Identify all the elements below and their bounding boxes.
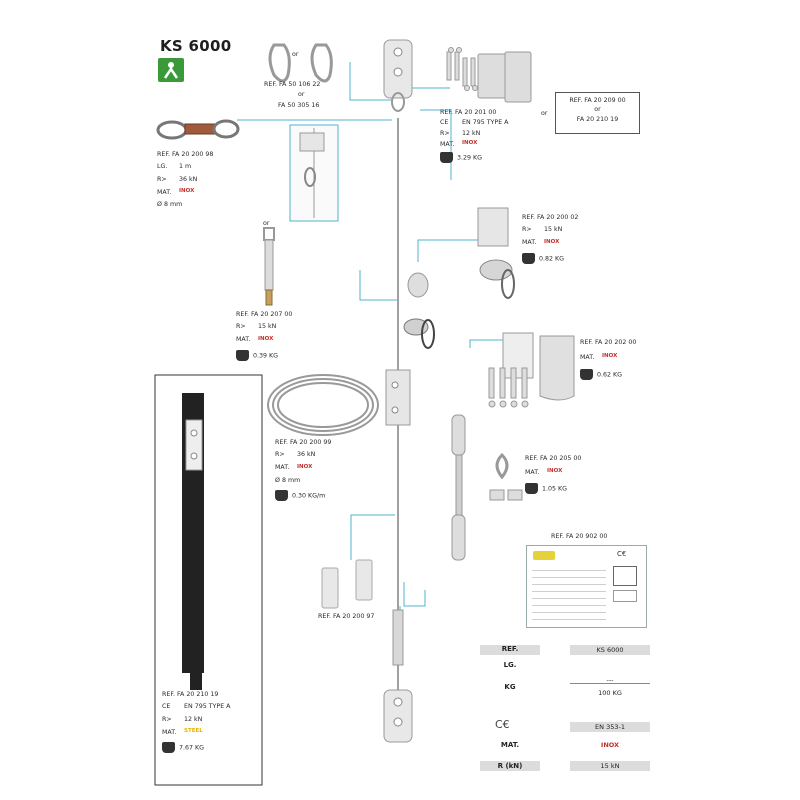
slider-weight: 0.82 KG	[539, 255, 565, 263]
top-anchor-r-value: 12 kN	[462, 129, 481, 137]
intermediate-bracket	[386, 333, 574, 425]
summary-lg-label: LG.	[503, 661, 517, 669]
fall-arrest-pictogram-icon	[158, 58, 184, 82]
summary-ref-value: KS 6000	[596, 646, 624, 654]
top-anchor-mat-label: MAT.	[440, 140, 455, 148]
inox-logo-icon: INOX	[258, 335, 274, 342]
summary-r-label: R (kN)	[497, 762, 523, 770]
summary-ref-label: REF.	[501, 645, 519, 653]
slider-ref: REF. FA 20 200 02	[522, 214, 579, 221]
post-mat-label: MAT.	[162, 728, 177, 736]
weight-icon	[275, 490, 288, 501]
end-fitting-r-value: 15 kN	[258, 323, 277, 331]
inox-logo-icon: INOX	[179, 187, 195, 194]
summary-kg-value: 100 KG	[598, 689, 622, 697]
lanyard-ref: REF. FA 20 200 98	[157, 151, 214, 158]
product-title: KS 6000	[160, 37, 232, 55]
intermediate-weight: 0.62 KG	[597, 371, 623, 379]
end-fitting-spec	[236, 312, 292, 365]
top-anchor-r-label: R>	[440, 129, 450, 137]
inox-logo-icon: INOX	[600, 741, 620, 749]
end-fitting-mat-label: MAT.	[236, 336, 251, 344]
turnbuckle	[452, 415, 465, 560]
summary-row-ce	[480, 711, 650, 737]
carabiner-or-2: or	[298, 91, 305, 98]
summary-kg-label: KG	[504, 683, 516, 691]
post-weight: 7.67 KG	[179, 744, 205, 752]
post-illustration	[182, 393, 204, 690]
alt-anchor-ref: REF. FA 20 209 00	[569, 97, 626, 104]
cable-mat-label: MAT.	[275, 464, 290, 472]
top-anchor-weight: 3.29 KG	[457, 154, 483, 162]
brand-logo	[533, 551, 555, 560]
summary-row-kg	[480, 681, 650, 711]
post-r-label: R>	[162, 715, 172, 723]
lanyard-mat-label: MAT.	[157, 188, 172, 196]
intermediate-spec	[580, 340, 636, 384]
end-fitting-or: or	[263, 220, 270, 227]
alt-anchor-ref-2: FA 20 210 19	[576, 115, 619, 123]
weight-icon	[522, 253, 535, 264]
post-ce-label: CE	[162, 703, 171, 711]
steel-logo-icon: STEEL	[184, 727, 203, 734]
cable-diameter: Ø 8 mm	[275, 476, 301, 484]
cable-ref: REF. FA 20 200 99	[275, 439, 332, 446]
slider-r-label: R>	[522, 226, 532, 234]
thimble-weight: 1.05 KG	[542, 485, 568, 493]
alt-anchor-or: or	[594, 106, 601, 114]
lanyard-diameter: Ø 8 mm	[157, 200, 183, 208]
lanyard-r-value: 36 kN	[179, 175, 198, 183]
post-r-value: 12 kN	[184, 715, 203, 723]
swage-fitting	[264, 228, 274, 305]
top-anchor-ce-value: EN 795 TYPE A	[462, 119, 509, 127]
summary-table	[480, 643, 650, 777]
thimble-mat-label: MAT.	[525, 469, 540, 477]
bolt-kit-top	[447, 48, 531, 103]
top-anchor-spec	[440, 110, 509, 167]
top-anchor-ref: REF. FA 20 201 00	[440, 109, 497, 116]
weight-icon	[525, 483, 538, 494]
summary-mat-label: MAT.	[500, 741, 520, 749]
thimble-spec	[525, 456, 581, 498]
post-spec	[162, 692, 231, 757]
lanyard-lg-value: 1 m	[179, 163, 192, 171]
lanyard-lg-label: LG.	[157, 163, 168, 171]
certification-label-plate	[526, 545, 647, 628]
weight-icon	[236, 350, 249, 361]
intermediate-mat-label: MAT.	[580, 354, 595, 362]
post-ce-value: EN 795 TYPE A	[184, 703, 231, 711]
thimble-ref: REF. FA 20 205 00	[525, 455, 582, 462]
cable-r-value: 36 kN	[297, 451, 316, 459]
cable-weight: 0.30 KG/m	[292, 492, 326, 500]
slider-r-value: 15 kN	[544, 226, 563, 234]
cable-coil	[268, 375, 378, 435]
cable-r-label: R>	[275, 451, 285, 459]
inox-logo-icon: INOX	[547, 468, 563, 475]
summary-ce-value: EN 353-1	[595, 723, 625, 731]
inox-logo-icon: INOX	[544, 238, 560, 245]
operator-pictogram-icon	[613, 566, 637, 586]
summary-lg-value: ---	[606, 676, 614, 684]
summary-row-r	[480, 759, 650, 777]
cable-spec	[275, 440, 331, 505]
carabiner-pair	[270, 45, 331, 81]
ce-small-icon: C€	[617, 550, 627, 558]
summary-row-lg	[480, 661, 650, 684]
summary-row-mat	[480, 737, 650, 759]
end-fitting-weight: 0.39 KG	[253, 352, 279, 360]
lanyard-sling	[158, 121, 238, 138]
slider-device	[404, 208, 514, 348]
carabiner-ref: REF. FA 50 106 22	[264, 81, 321, 88]
alt-anchor-side-or: or	[541, 110, 548, 117]
label-plate-ref: REF. FA 20 902 00	[551, 533, 608, 540]
slider-spec	[522, 215, 578, 268]
inox-logo-icon: INOX	[462, 139, 478, 146]
weight-icon	[440, 152, 453, 163]
lanyard-r-label: R>	[157, 175, 167, 183]
alt-anchor-refbox	[555, 92, 640, 134]
post-ref: REF. FA 20 210 19	[162, 691, 219, 698]
summary-ce-label	[480, 721, 540, 729]
info-book-icon	[613, 590, 637, 602]
end-fitting-ref: REF. FA 20 207 00	[236, 311, 293, 318]
thimble-clips	[490, 455, 522, 500]
carabiner-or: or	[292, 51, 299, 58]
detail-inset	[290, 125, 338, 221]
carabiner-ref-2: FA 50 305 16	[278, 102, 320, 109]
ferrules	[322, 560, 372, 608]
slider-mat-label: MAT.	[522, 239, 537, 247]
summary-row-ref	[480, 643, 650, 661]
inox-logo-icon: INOX	[297, 463, 313, 470]
inox-logo-icon: INOX	[602, 353, 618, 360]
summary-r-value: 15 kN	[600, 762, 620, 770]
ferrule-ref: REF. FA 20 200 97	[318, 613, 375, 620]
end-fitting-r-label: R>	[236, 323, 246, 331]
intermediate-ref: REF. FA 20 202 00	[580, 339, 637, 346]
weight-icon	[162, 742, 175, 753]
weight-icon	[580, 369, 593, 380]
top-anchor-ce-label: CE	[440, 119, 449, 127]
lanyard-spec	[157, 152, 213, 212]
ce-mark: C€	[495, 718, 510, 731]
label-plate-rows	[532, 564, 606, 622]
